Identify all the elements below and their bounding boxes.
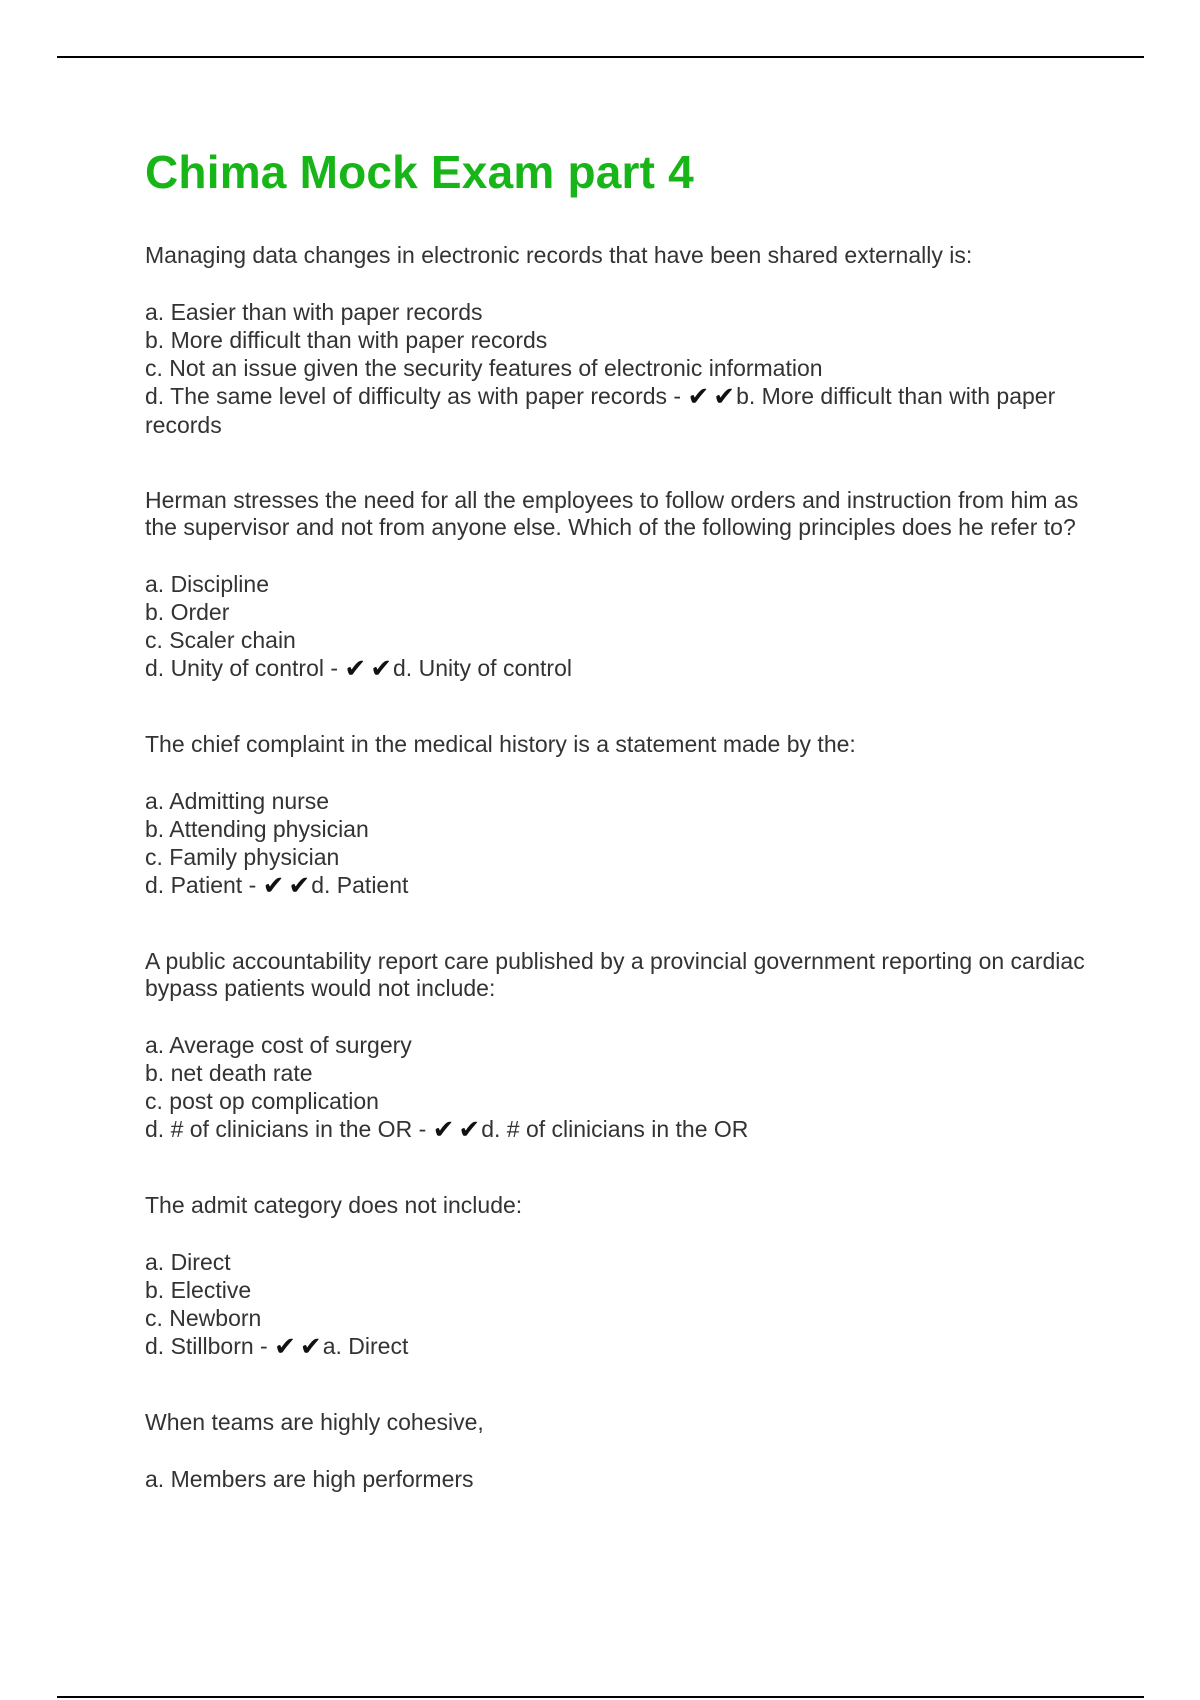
top-rule [57,56,1144,58]
option-a: a. Admitting nurse [145,788,330,814]
option-c: c. Family physician [145,844,340,870]
question-text: Herman stresses the need for all the employees to follow orders and instruction from him as the supervisor and not from anyone else. Which of the following principles does he refer to? [145,487,1079,540]
question-5 [145,1192,1085,1361]
option-d: d. Unity of control - [145,655,339,681]
option-a: a. Direct [145,1249,231,1275]
answer-text: b. More difficult than with paper records [145,383,1056,438]
answer-text: d. Patient [311,872,409,898]
question-text: Managing data changes in electronic records that have been shared externally is: [145,242,973,268]
option-list [145,1465,1085,1493]
check-mark-icon: ✔ [299,1332,322,1362]
option-d: d. # of clinicians in the OR - [145,1116,427,1142]
check-mark-icon: ✔ [432,1115,455,1145]
option-d: d. Patient - [145,872,257,898]
option-list [145,1248,1085,1361]
check-mark-icon: ✔ [687,382,710,412]
answer-text: d. # of clinicians in the OR [481,1116,749,1142]
document-body [145,142,1085,1493]
answer-text: d. Unity of control [393,655,572,681]
option-a: a. Discipline [145,571,269,597]
question-4 [145,948,1085,1144]
option-a: a. Members are high performers [145,1466,474,1492]
option-d-with-answer [145,1115,1085,1144]
option-d-with-answer [145,871,1085,900]
document-title: Chima Mock Exam part 4 [145,146,694,198]
option-c: c. Not an issue given the security features of electronic information [145,355,823,381]
check-mark-icon: ✔ [262,871,285,901]
option-d-with-answer [145,1332,1085,1361]
option-c: c. Newborn [145,1305,262,1331]
option-c: c. Scaler chain [145,627,296,653]
option-list [145,1031,1085,1144]
option-d-with-answer [145,654,1085,683]
question-text: The chief complaint in the medical history is a statement made by the: [145,731,856,757]
bottom-rule [57,1696,1144,1698]
question-1 [145,242,1085,439]
option-d: d. The same level of difficulty as with paper records - [145,383,682,409]
option-d: d. Stillborn - [145,1333,268,1359]
option-a: a. Average cost of surgery [145,1032,412,1058]
option-b: b. Elective [145,1277,252,1303]
check-mark-icon: ✔ [713,382,736,412]
question-2 [145,487,1085,683]
question-3 [145,731,1085,900]
option-a: a. Easier than with paper records [145,299,483,325]
check-mark-icon: ✔ [344,654,367,684]
option-list [145,298,1085,439]
option-b: b. Attending physician [145,816,369,842]
option-b: b. net death rate [145,1060,313,1086]
check-mark-icon: ✔ [274,1332,296,1362]
option-b: b. Order [145,599,230,625]
question-text: A public accountability report care published by a provincial government reporting on cardiac bypass patients would not include: [145,948,1085,1001]
check-mark-icon: ✔ [288,871,311,901]
option-list [145,787,1085,900]
question-6 [145,1409,1085,1493]
option-b: b. More difficult than with paper records [145,327,548,353]
answer-text: a. Direct [322,1333,409,1359]
option-list [145,570,1085,683]
question-text: The admit category does not include: [145,1192,523,1218]
question-text: When teams are highly cohesive, [145,1409,484,1435]
check-mark-icon: ✔ [458,1115,481,1145]
check-mark-icon: ✔ [370,654,393,684]
option-c: c. post op complication [145,1088,379,1114]
option-d-with-answer [145,382,1085,439]
